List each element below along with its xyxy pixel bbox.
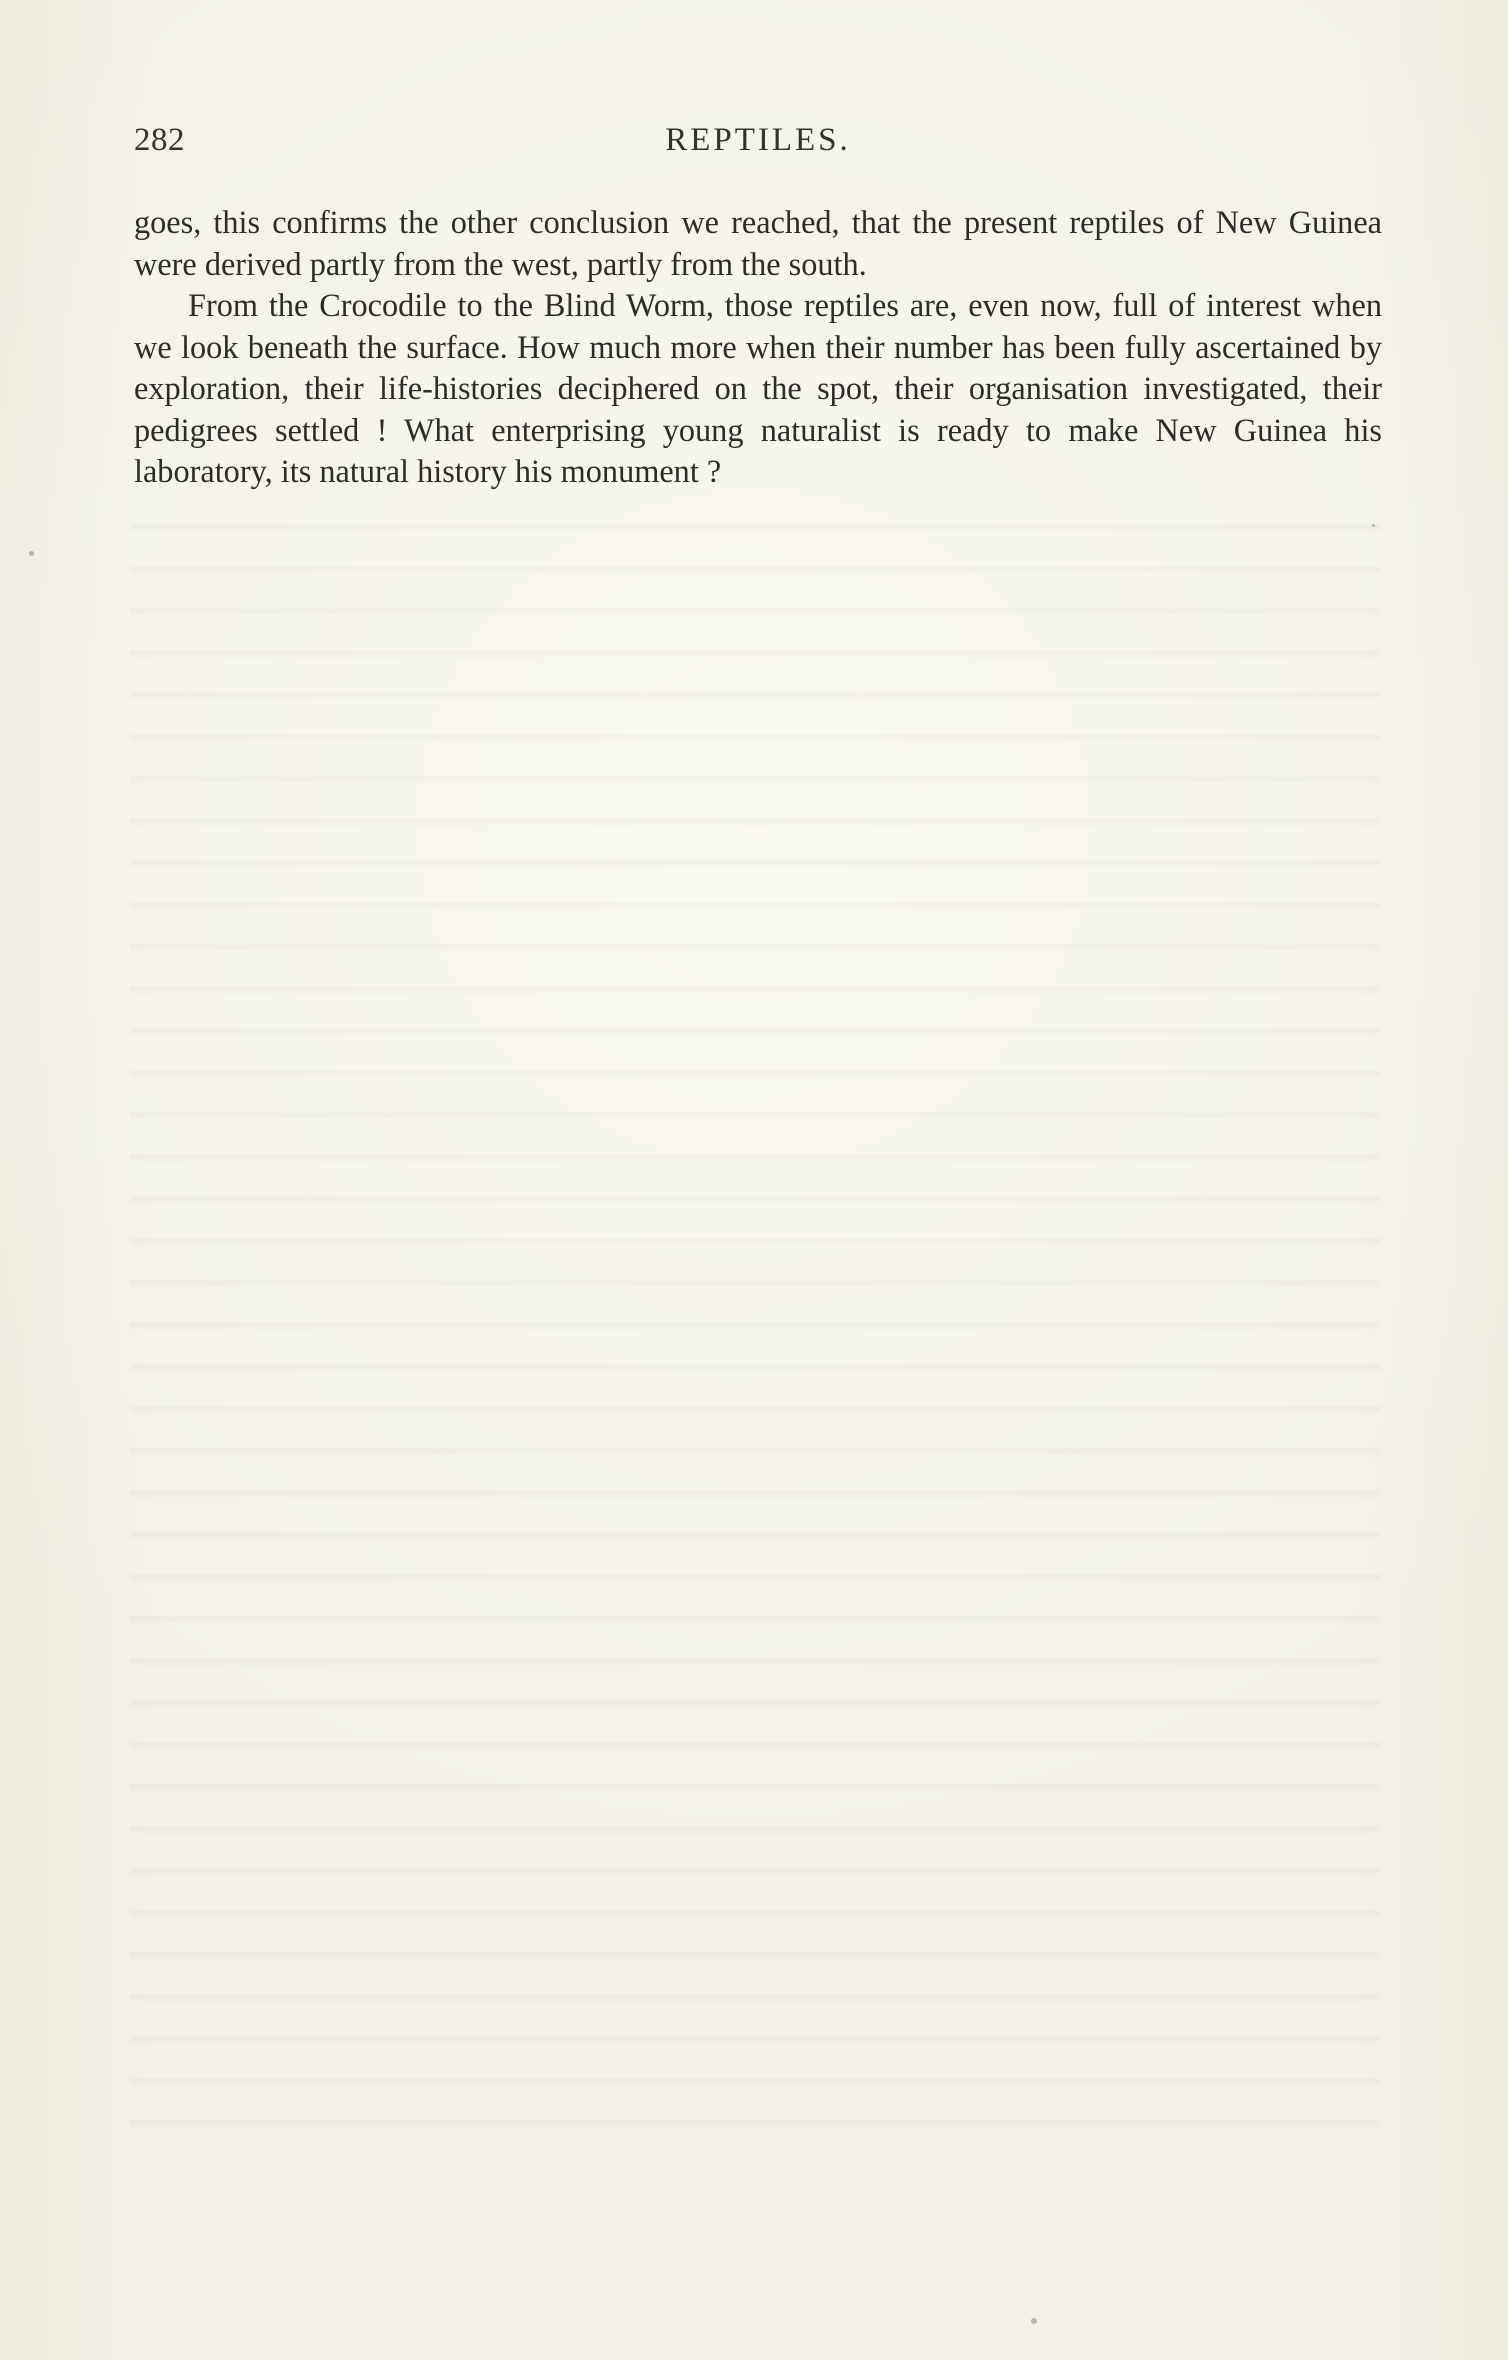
running-title: REPTILES. (665, 122, 851, 158)
paper-speck (1372, 524, 1375, 527)
body-text (134, 202, 1382, 493)
paragraph-reptiles-interest: From the Crocodile to the Blind Worm, those reptiles are, even now, full of interest when we look beneath the surface. How much more when their number has been fully ascertained by exploration, their life-histories deciphered on the spot, their organisation investigated, their pedigrees settled ! What enterprising young naturalist is ready to make New Guinea his laboratory, its natural history his monument ? (134, 287, 1382, 489)
paper-speck (29, 551, 34, 556)
paper-speck (1031, 2318, 1037, 2324)
page-number: 282 (134, 122, 185, 158)
paragraph-continued: goes, this confirms the other conclusion we reached, that the present reptiles of New Guinea were derived partly from the west, partly from the south. (134, 204, 1382, 282)
running-head (134, 118, 1382, 168)
show-through-texture (130, 505, 1380, 2145)
